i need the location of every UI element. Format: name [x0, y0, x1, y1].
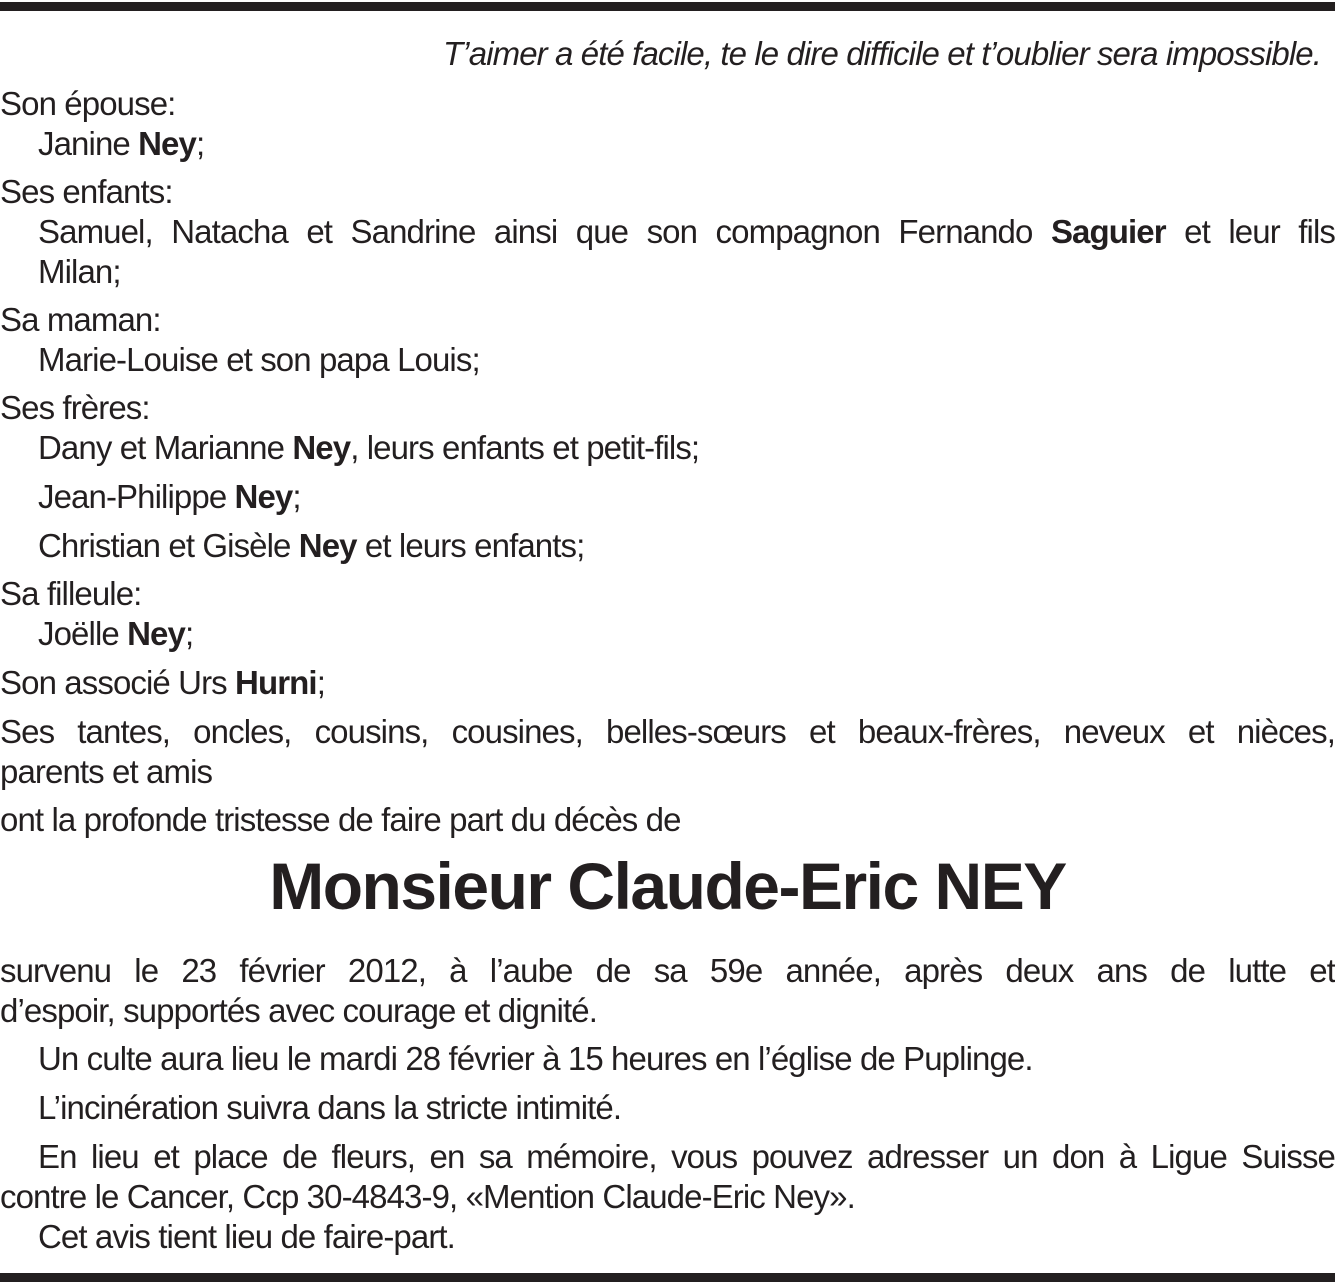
- bottom-rule: [0, 1273, 1335, 1282]
- surname: Ney: [298, 527, 357, 564]
- spouse-name: Janine Ney;: [38, 125, 205, 162]
- donation-line-2: contre le Cancer, Ccp 30-4843-9, «Mention Claude-Eric Ney».: [0, 1178, 855, 1215]
- mother-label: Sa maman:: [0, 301, 161, 338]
- spouse-label: Son épouse:: [0, 85, 176, 122]
- partner-line: Son associé Urs Hurni;: [0, 664, 325, 701]
- children-line-2: Milan;: [38, 253, 121, 290]
- surname: Hurni: [235, 664, 317, 701]
- surname: Saguier: [1050, 213, 1166, 250]
- goddaughter-name: Joëlle Ney;: [38, 615, 194, 652]
- closing-note: Cet avis tient lieu de faire-part.: [38, 1218, 455, 1255]
- surname: Ney: [138, 125, 196, 162]
- children-label: Ses enfants:: [0, 173, 173, 210]
- brother-entry: Jean-Philippe Ney;: [38, 478, 301, 515]
- surname: Ney: [292, 429, 351, 466]
- surname: Ney: [234, 478, 293, 515]
- details-line-1: survenu le 23 février 2012, à l’aube de sa 59e année, après deux ans de lutte et: [0, 952, 1335, 989]
- surname: Ney: [127, 615, 185, 652]
- relatives-line-2: parents et amis: [0, 753, 213, 790]
- epigraph: T’aimer a été facile, te le dire difficile et t’oublier sera impossible.: [443, 35, 1321, 72]
- service-info: Un culte aura lieu le mardi 28 février à 15 heures en l’église de Puplinge.: [38, 1040, 1033, 1077]
- relatives-line-1: Ses tantes, oncles, cousins, cousines, belles-sœurs et beaux-frères, neveux et nièces,: [0, 713, 1335, 750]
- brother-entry: Dany et Marianne Ney, leurs enfants et petit-fils;: [38, 429, 700, 466]
- announcement: ont la profonde tristesse de faire part du décès de: [0, 801, 681, 838]
- cremation-info: L’incinération suivra dans la stricte intimité.: [38, 1089, 622, 1126]
- deceased-name: Monsieur Claude-Eric NEY: [269, 849, 1066, 923]
- brother-entry: Christian et Gisèle Ney et leurs enfants;: [38, 527, 585, 564]
- top-rule: [0, 2, 1335, 11]
- mother-text: Marie-Louise et son papa Louis;: [38, 341, 480, 378]
- donation-line-1: En lieu et place de fleurs, en sa mémoire, vous pouvez adresser un don à Ligue Suisse: [38, 1138, 1335, 1175]
- goddaughter-label: Sa filleule:: [0, 575, 142, 612]
- children-line-1: Samuel, Natacha et Sandrine ainsi que son compagnon Fernando Saguier et leur fils: [38, 213, 1335, 250]
- details-line-2: d’espoir, supportés avec courage et dignité.: [0, 992, 597, 1029]
- brothers-label: Ses frères:: [0, 389, 150, 426]
